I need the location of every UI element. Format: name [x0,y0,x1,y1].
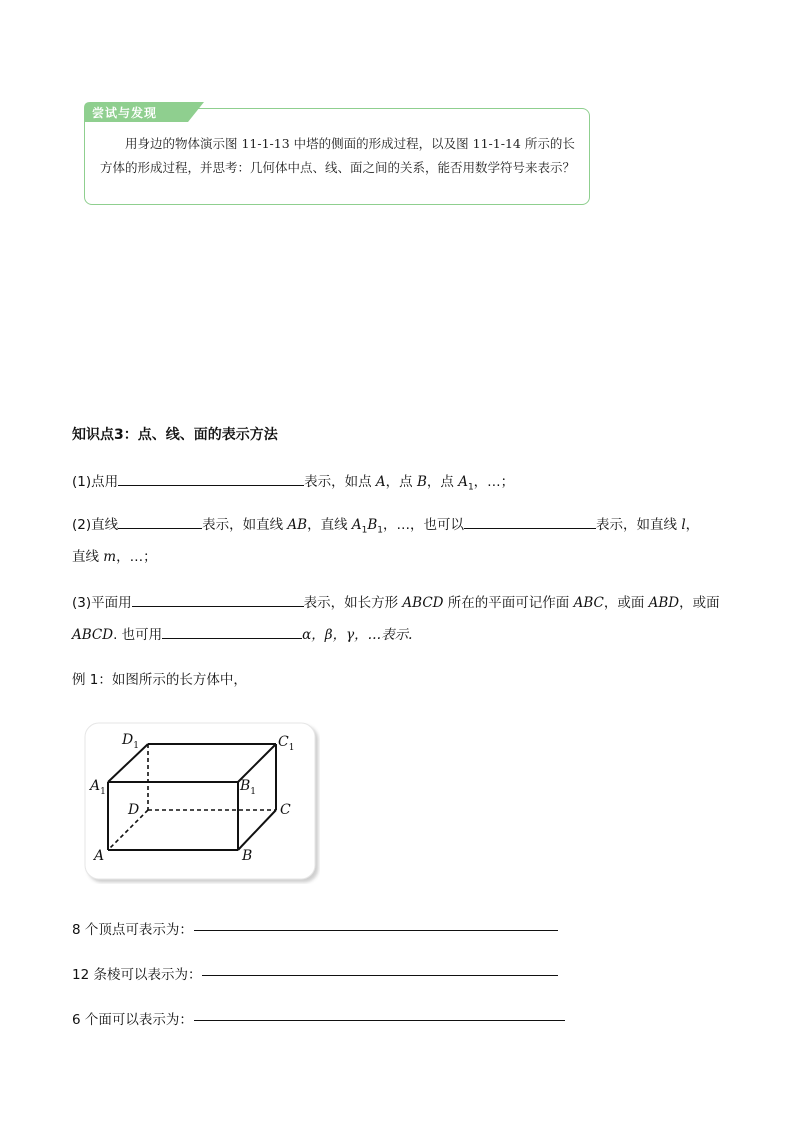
item2-m: m [103,549,117,565]
example-label: 例 1：如图所示的长方体中， [72,672,247,688]
item2-line2-prefix: 直线 [72,549,104,565]
item1-sep2: ，点 [426,474,459,490]
item2-tail2: 表示，如直线 [596,517,682,533]
item1-tail: ，…； [473,474,515,490]
item2-comma: ， [685,517,700,533]
item1-a: A [375,474,386,490]
item-line [72,513,699,536]
item3-greek: α，β，γ，…表示. [302,627,413,643]
section-heading: 知识点3：点、线、面的表示方法 [72,427,278,443]
item2-b1-sub: 1 [377,525,384,536]
item3-abcd: ABCD [402,595,444,611]
item3-abc: ABC [573,595,604,611]
item3-mid4: ，或面 [679,595,720,611]
item3-prefix: (3)平面用 [72,595,132,611]
item2-a1-sub: 1 [361,525,368,536]
vertex-label-c: C [280,802,291,818]
item1-sep1: ，点 [385,474,417,490]
item2-tail1: ，…，也可以 [383,517,465,533]
item3-abd: ABD [648,595,680,611]
item-line-cont [72,545,157,565]
fill-blank-1[interactable] [118,471,304,486]
cuboid-figure [84,722,320,884]
item2-a1: A [351,517,362,533]
item2-sep1: ，直线 [307,517,352,533]
item2-line2-tail: ，…； [116,549,157,565]
item1-a1-sub: 1 [467,482,474,493]
fill-blank-3[interactable] [464,514,596,529]
item2-ab: AB [287,517,308,533]
vertex-label-b: B [242,848,253,864]
item1-prefix: (1)点用 [72,474,119,490]
fill-blank-4[interactable] [132,592,304,607]
fill-blank-2[interactable] [118,514,202,529]
try-discover-label: 尝试与发现 [92,106,158,120]
item2-b1: B [367,517,378,533]
answer-line-vertices[interactable] [194,930,558,931]
item2-mid: 表示，如直线 [202,517,288,533]
vertex-label-a: A [94,848,105,864]
item3-mid3: ，或面 [603,595,649,611]
try-discover-text: 用身边的物体演示图 11-1-13 中塔的侧面的形成过程，以及图 11-1-14 所示的长方体的形成过程，并思考：几何体中点、线、面之间的关系，能否用数学符号来表示？ [100,136,576,175]
item-point [72,470,514,493]
vertex-label-d: D [128,802,140,818]
fill-blank-5[interactable] [162,624,302,639]
item3-mid2: 所在的平面可记作面 [443,595,574,611]
item-plane-cont [72,623,412,643]
item2-prefix: (2)直线 [72,517,119,533]
question-faces: 6 个面可以表示为： [72,1012,193,1028]
item2-l: l [681,517,686,533]
vertex-label-b1: $B_1$ [240,778,257,797]
item1-a1: A [458,474,468,490]
vertex-label-d1: $D_1$ [122,732,139,751]
item-plane [72,591,720,611]
item3-line2-mid: . 也可用 [113,627,163,643]
item1-b: B [416,474,427,490]
vertex-label-a1: $A_1$ [90,778,106,797]
item3-line2-abcd: ABCD [72,627,114,643]
question-edges: 12 条棱可以表示为： [72,967,202,983]
item3-mid: 表示，如长方形 [303,595,403,611]
answer-line-edges[interactable] [202,975,558,976]
question-vertices: 8 个顶点可表示为： [72,922,193,938]
vertex-label-c1: $C_1$ [278,734,295,753]
answer-line-faces[interactable] [194,1020,565,1021]
item1-mid: 表示，如点 [304,474,376,490]
